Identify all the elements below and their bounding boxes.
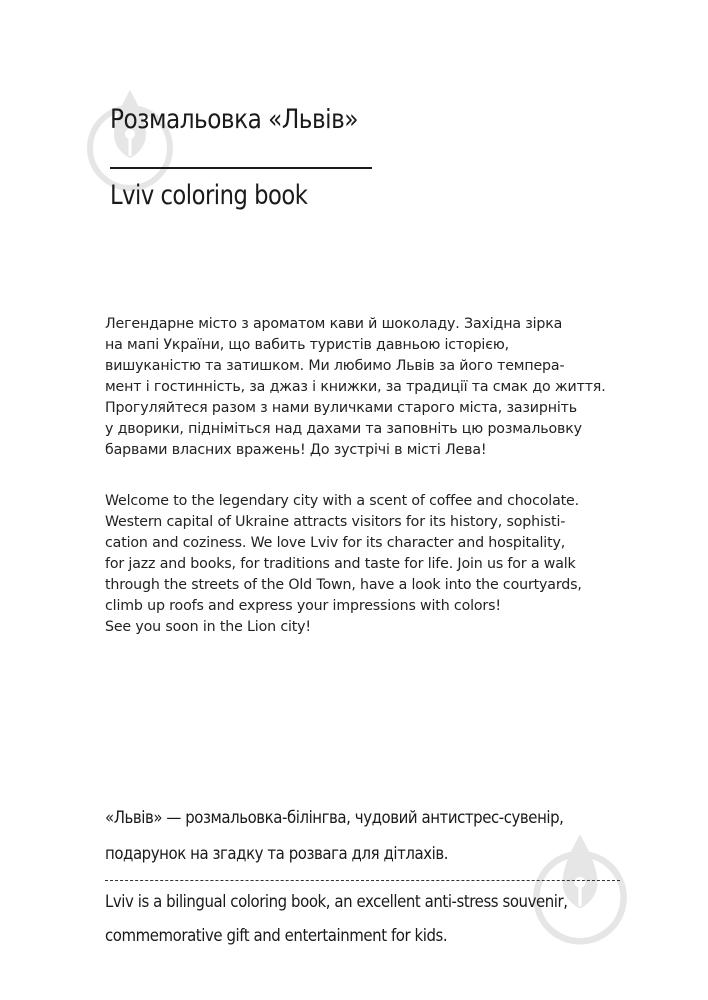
description-line: through the streets of the Old Town, have a look into the courtyards, xyxy=(105,577,582,593)
description-line: Welcome to the legendary city with a scent of coffee and chocolate. xyxy=(105,493,579,509)
title-underline xyxy=(110,167,372,169)
description-line: climb up roofs and express your impressions with colors! xyxy=(105,598,501,614)
description-line: Легендарне місто з ароматом кави й шоколаду. Західна зірка xyxy=(105,316,563,332)
description-line: у дворики, підніміться над дахами та заповніть цю розмальовку xyxy=(105,421,582,437)
summary-ukrainian-line-1: «Львів» — розмальовка-білінгва, чудовий антистрес-сувенір, xyxy=(105,808,564,828)
summary-ukrainian-line-2: подарунок на згадку та розвага для дітлахів. xyxy=(105,844,449,864)
description-line: See you soon in the Lion city! xyxy=(105,619,311,635)
summary-english-line-1: Lviv is a bilingual coloring book, an excellent anti-stress souvenir, xyxy=(105,892,568,912)
description-line: for jazz and books, for traditions and taste for life. Join us for a walk xyxy=(105,556,576,572)
description-english xyxy=(105,491,625,638)
description-line: Прогуляйтеся разом з нами вуличками старого міста, зазирніть xyxy=(105,400,577,416)
description-line: Western capital of Ukraine attracts visitors for its history, sophisti- xyxy=(105,514,566,530)
summary-english-line-2: commemorative gift and entertainment for kids. xyxy=(105,926,448,946)
title-english: Lviv coloring book xyxy=(110,180,308,211)
description-line: cation and coziness. We love Lviv for its character and hospitality, xyxy=(105,535,566,551)
dashed-divider xyxy=(105,880,620,881)
watermark-nib-icon xyxy=(532,830,628,950)
description-line: мент і гостинність, за джаз і книжки, за традиції та смак до життя. xyxy=(105,379,606,395)
description-line: на мапі України, що вабить туристів давньою історією, xyxy=(105,337,510,353)
description-line: вишуканістю та затишком. Ми любимо Львів за його темпера- xyxy=(105,358,565,374)
description-ukrainian xyxy=(105,314,625,461)
title-ukrainian: Розмальовка «Львів» xyxy=(110,104,358,135)
description-line: барвами власних вражень! До зустрічі в місті Лева! xyxy=(105,442,487,458)
